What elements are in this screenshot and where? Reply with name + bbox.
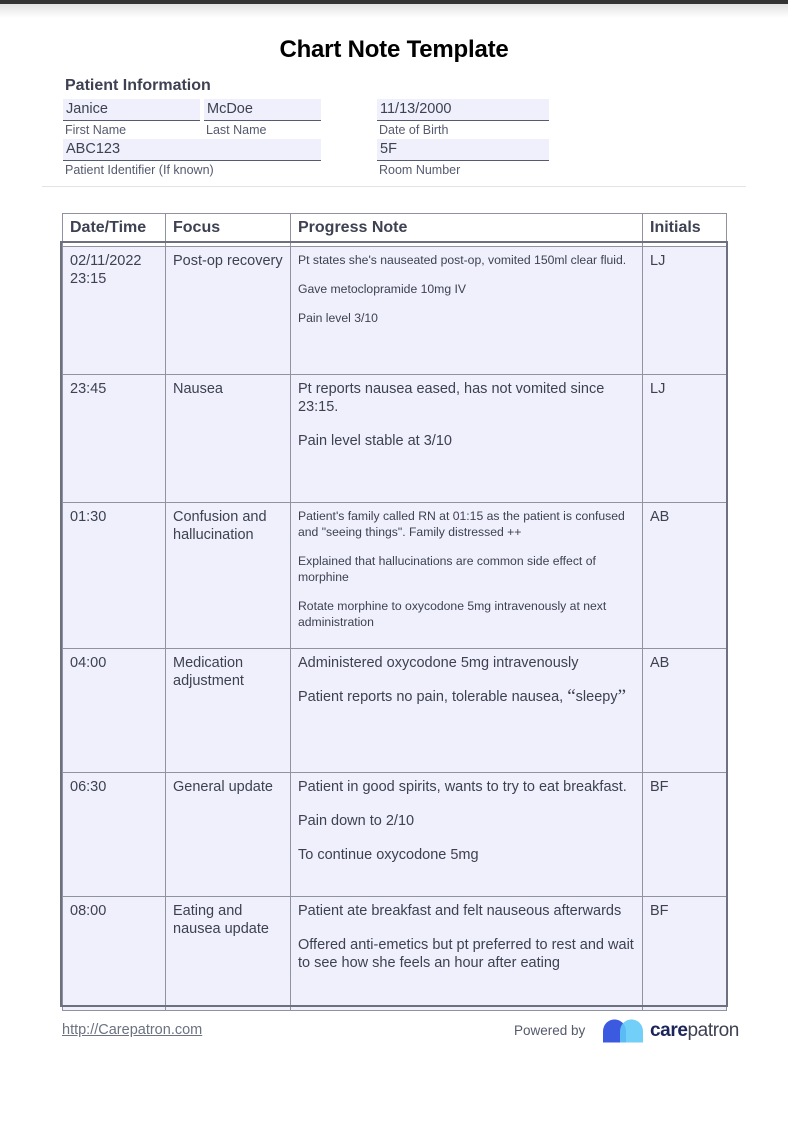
cell-datetime[interactable]: 01:30 — [63, 503, 166, 649]
last-name-input[interactable]: McDoe — [204, 99, 321, 121]
first-name-input[interactable]: Janice — [63, 99, 200, 121]
cell-initials[interactable]: LJ — [643, 247, 727, 375]
note-paragraph: Pt states she's nauseated post-op, vomited 150ml clear fluid. — [298, 253, 627, 267]
table-row — [63, 503, 727, 649]
brand-light: patron — [687, 1020, 739, 1041]
field-patient-identifier — [63, 139, 321, 177]
note-paragraph: Patient ate breakfast and felt nauseous afterwards — [298, 903, 622, 919]
last-name-label: Last Name — [206, 123, 267, 137]
section-divider — [42, 186, 746, 187]
note-paragraph: Patient's family called RN at 01:15 as the patient is confused and "seeing things". Family distressed ++ — [298, 509, 625, 539]
cell-datetime[interactable]: 02/11/2022 23:15 — [63, 247, 166, 375]
note-paragraph: To continue oxycodone 5mg — [298, 847, 479, 863]
note-paragraph: Administered oxycodone 5mg intravenously — [298, 655, 579, 671]
field-date-of-birth — [377, 99, 549, 137]
date-of-birth-input[interactable]: 11/13/2000 — [377, 99, 549, 121]
cell-progress-note[interactable] — [291, 897, 643, 1011]
section-title-patient-information: Patient Information — [65, 77, 211, 94]
table-row — [63, 247, 727, 375]
cell-progress-note[interactable] — [291, 375, 643, 503]
table-header-row — [63, 214, 727, 247]
carepatron-wordmark — [650, 1020, 739, 1042]
column-header-focus: Focus — [166, 214, 291, 247]
table-row — [63, 375, 727, 503]
column-header-initials: Initials — [643, 214, 727, 247]
brand-bold: care — [650, 1020, 688, 1041]
cell-initials[interactable]: AB — [643, 649, 727, 773]
note-paragraph: Pain level stable at 3/10 — [298, 433, 452, 449]
cell-initials[interactable]: LJ — [643, 375, 727, 503]
note-paragraph: Pt reports nausea eased, has not vomited since 23:15. — [298, 381, 605, 415]
field-last-name — [204, 99, 321, 137]
cell-focus[interactable]: General update — [166, 773, 291, 897]
note-paragraph: Pain down to 2/10 — [298, 813, 415, 829]
note-paragraph: Rotate morphine to oxycodone 5mg intravenously at next administration — [298, 599, 607, 629]
cell-datetime[interactable]: 06:30 — [63, 773, 166, 897]
top-gradient — [0, 4, 788, 18]
cell-focus[interactable]: Post-op recovery — [166, 247, 291, 375]
cell-initials[interactable]: AB — [643, 503, 727, 649]
note-paragraph: Offered anti-emetics but pt preferred to rest and wait to see how she feels an hour after eating — [298, 937, 634, 971]
powered-by-label: Powered by — [514, 1023, 586, 1038]
note-paragraph: Pain level 3/10 — [298, 311, 378, 325]
table-row — [63, 649, 727, 773]
table-row — [63, 897, 727, 1011]
progress-notes-table — [62, 213, 727, 1011]
cell-focus[interactable]: Medication adjustment — [166, 649, 291, 773]
first-name-label: First Name — [65, 123, 127, 137]
cell-focus[interactable]: Eating and nausea update — [166, 897, 291, 1011]
room-number-label: Room Number — [379, 163, 461, 177]
cell-focus[interactable]: Confusion and hallucination — [166, 503, 291, 649]
cell-initials[interactable]: BF — [643, 897, 727, 1011]
note-paragraph: Patient reports no pain, tolerable nausea, “sleepy” — [298, 686, 627, 707]
cell-datetime[interactable]: 04:00 — [63, 649, 166, 773]
decorative-quote: “ — [567, 686, 576, 707]
patient-identifier-input[interactable]: ABC123 — [63, 139, 321, 161]
field-room-number — [377, 139, 549, 177]
cell-progress-note[interactable] — [291, 247, 643, 375]
carepatron-website-link[interactable]: http://Carepatron.com — [62, 1022, 203, 1038]
note-paragraph: Explained that hallucinations are common side effect of morphine — [298, 554, 596, 584]
cell-datetime[interactable]: 08:00 — [63, 897, 166, 1011]
room-number-input[interactable]: 5F — [377, 139, 549, 161]
cell-progress-note[interactable] — [291, 503, 643, 649]
cell-initials[interactable]: BF — [643, 773, 727, 897]
page-title: Chart Note Template — [279, 36, 509, 63]
cell-progress-note[interactable] — [291, 773, 643, 897]
decorative-quote: ” — [617, 686, 627, 707]
table-row — [63, 773, 727, 897]
column-header-datetime: Date/Time — [63, 214, 166, 247]
cell-progress-note[interactable] — [291, 649, 643, 773]
cell-datetime[interactable]: 23:45 — [63, 375, 166, 503]
patient-identifier-label: Patient Identifier (If known) — [65, 163, 214, 177]
cell-focus[interactable]: Nausea — [166, 375, 291, 503]
note-paragraph: Gave metoclopramide 10mg IV — [298, 282, 466, 296]
column-header-progress-note: Progress Note — [291, 214, 643, 247]
note-paragraph: Patient in good spirits, wants to try to eat breakfast. — [298, 779, 627, 795]
date-of-birth-label: Date of Birth — [379, 123, 449, 137]
carepatron-logo-mark — [600, 1018, 646, 1044]
field-first-name — [63, 99, 200, 137]
carepatron-logo — [600, 1016, 739, 1046]
